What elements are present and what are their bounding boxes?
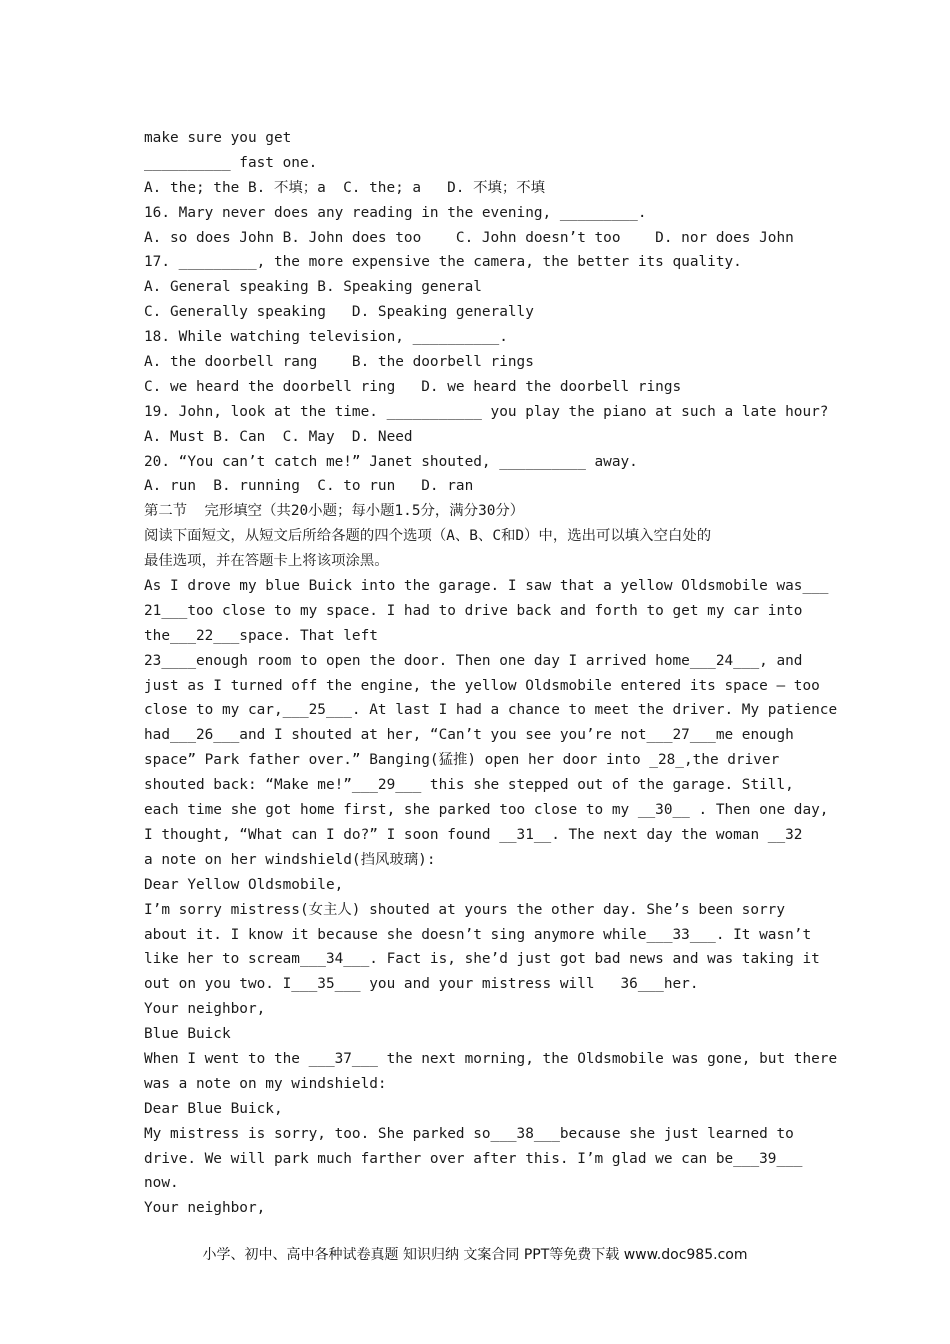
instruction-line: 阅读下面短文，从短文后所给各题的四个选项（A、B、C和D）中，选出可以填入空白处的	[144, 528, 712, 545]
passage-line: space” Park father over.” Banging(猛推) open her door into _28_,the driver	[144, 752, 780, 769]
text-line: A. so does John B. John does too C. John doesn’t too D. nor does John	[144, 229, 794, 246]
passage-line: My mistress is sorry, too. She parked so___38___because she just learned to	[144, 1125, 794, 1142]
passage-line: As I drove my blue Buick into the garage. I saw that a yellow Oldsmobile was___	[144, 578, 829, 595]
passage-line: about it. I know it because she doesn’t sing anymore while___33___. It wasn’t	[144, 926, 812, 943]
passage-line: out on you two. I___35___ you and your mistress will 36___her.	[144, 976, 699, 993]
text-line: C. Generally speaking D. Speaking generally	[144, 304, 534, 321]
page-footer: 小学、初中、高中各种试卷真题 知识归纳 文案合同 PPT等免费下载 www.doc985.com	[202, 1247, 748, 1263]
text-line: 16. Mary never does any reading in the evening, _________.	[144, 204, 647, 221]
passage-line: I thought, “What can I do?” I soon found __31__. The next day the woman __32	[144, 826, 803, 843]
passage-line: drive. We will park much farther over after this. I’m glad we can be___39___	[144, 1150, 803, 1167]
text-line: A. run B. running C. to run D. ran	[144, 478, 474, 495]
text-line: A. the doorbell rang B. the doorbell rings	[144, 354, 534, 371]
document-body	[144, 126, 838, 1221]
text-line: A. Must B. Can C. May D. Need	[144, 428, 413, 445]
passage-line: shouted back: “Make me!”___29___ this she stepped out of the garage. Still,	[144, 777, 794, 794]
text-line: C. we heard the doorbell ring D. we heard the doorbell rings	[144, 378, 682, 395]
passage-line: Blue Buick	[144, 1026, 231, 1043]
text-line: 17. _________, the more expensive the camera, the better its quality.	[144, 254, 742, 271]
instruction-line: 最佳选项，并在答题卡上将该项涂黑。	[144, 553, 389, 570]
passage-line: 21___too close to my space. I had to drive back and forth to get my car into	[144, 602, 803, 619]
passage-line: Your neighbor,	[144, 1001, 266, 1018]
text-line: 20. “You can’t catch me!” Janet shouted, __________ away.	[144, 453, 638, 470]
text-line: make sure you get	[144, 130, 292, 146]
passage-line: When I went to the ___37___ the next morning, the Oldsmobile was gone, but there	[144, 1050, 838, 1067]
passage-line: Dear Yellow Oldsmobile,	[144, 876, 344, 893]
passage-line: now.	[144, 1175, 179, 1192]
passage-line: just as I turned off the engine, the yellow Oldsmobile entered its space — too	[144, 677, 820, 694]
passage-line: a note on her windshield(挡风玻璃):	[144, 851, 436, 868]
passage-line: the___22___space. That left	[144, 627, 378, 644]
text-line: 18. While watching television, __________.	[144, 329, 508, 346]
passage-line: like her to scream___34___. Fact is, she’d just got bad news and was taking it	[144, 951, 820, 968]
text-line: 19. John, look at the time. ___________ you play the piano at such a late hour?	[144, 403, 829, 420]
text-line: A. General speaking B. Speaking general	[144, 279, 482, 296]
passage-line: 23____enough room to open the door. Then one day I arrived home___24___, and	[144, 652, 803, 669]
passage-line: I’m sorry mistress(女主人) shouted at yours the other day. She’s been sorry	[144, 901, 785, 918]
text-line: A. the; the B. 不填；a C. the; a D. 不填；不填	[144, 179, 546, 196]
passage-line: close to my car,___25___. At last I had a chance to meet the driver. My patience	[144, 702, 838, 719]
text-line: __________ fast one.	[144, 154, 318, 171]
passage-line: had___26___and I shouted at her, “Can’t you see you’re not___27___me enough	[144, 727, 794, 744]
passage-line: each time she got home first, she parked too close to my __30__ . Then one day,	[144, 802, 829, 819]
passage-line: was a note on my windshield:	[144, 1075, 387, 1092]
section-heading: 第二节 完形填空（共20小题；每小题1.5分，满分30分）	[144, 503, 525, 520]
passage-line: Your neighbor,	[144, 1200, 266, 1217]
passage-line: Dear Blue Buick,	[144, 1100, 283, 1117]
